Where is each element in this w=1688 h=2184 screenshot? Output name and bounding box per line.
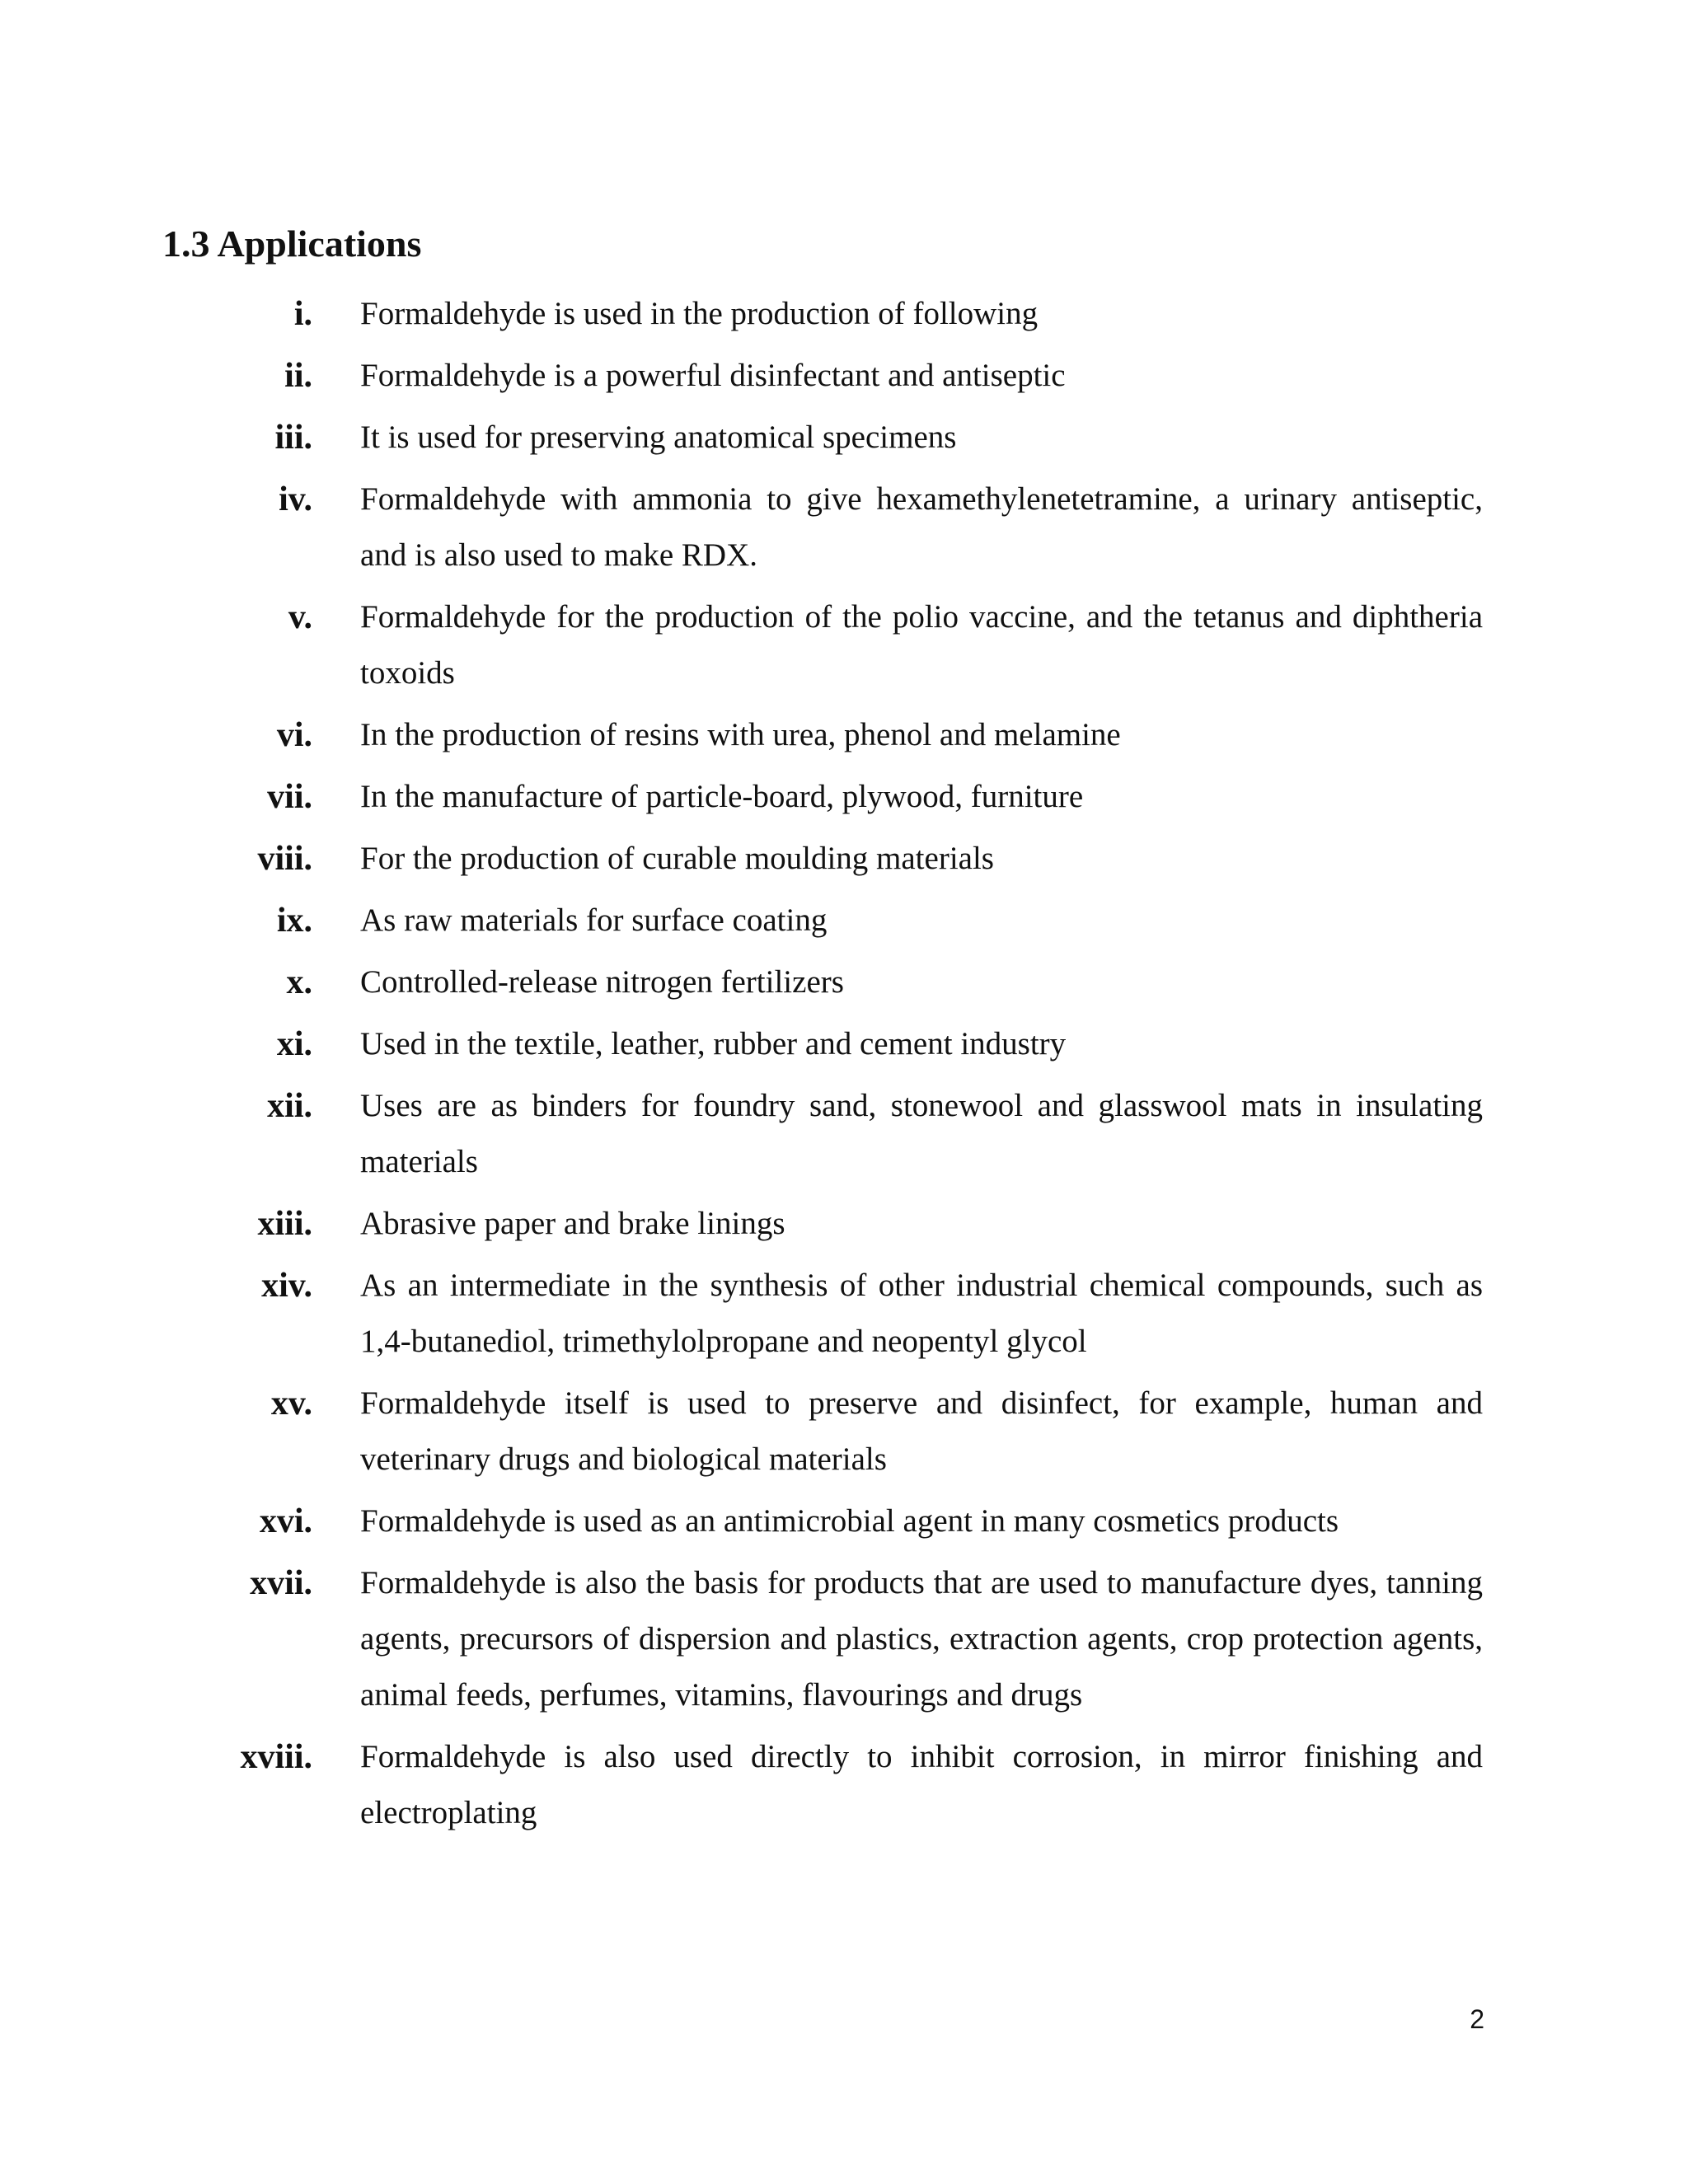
list-item (162, 1016, 1484, 1072)
list-item-text: Formaldehyde is also used directly to inhibit corrosion, in mirror finishing and electroplating (360, 1739, 1483, 1830)
list-item-text: Formaldehyde is used in the production of following (360, 296, 1039, 331)
list-item-text: In the production of resins with urea, phenol and melamine (360, 717, 1121, 752)
list-item-numeral: i. (293, 295, 312, 333)
list-item (162, 589, 1484, 701)
list-item (162, 1376, 1484, 1488)
list-item-text: Formaldehyde is also the basis for products that are used to manufacture dyes, tanning agents, precursors of dispersion and plastics, extraction agents, crop protection agents, animal feeds, perfumes, vitamins, flavourings and drugs (360, 1565, 1483, 1713)
applications-list (162, 286, 1484, 1847)
list-item-numeral: viii. (257, 840, 312, 878)
list-item (162, 893, 1484, 949)
list-item-numeral: v. (288, 598, 312, 636)
list-item-numeral: x. (286, 963, 312, 1001)
list-item-numeral: ii. (284, 357, 312, 395)
list-item (162, 1493, 1484, 1549)
list-item (162, 707, 1484, 763)
list-item-numeral: xvi. (259, 1502, 312, 1540)
list-item (162, 1729, 1484, 1841)
list-item-text: As raw materials for surface coating (360, 902, 828, 938)
list-item-text: Formaldehyde for the production of the polio vaccine, and the tetanus and diphtheria toxoids (360, 599, 1483, 691)
list-item (162, 769, 1484, 825)
list-item (162, 410, 1484, 466)
list-item-numeral: ix. (276, 902, 312, 940)
list-item-text: Formaldehyde is used as an antimicrobial agent in many cosmetics products (360, 1503, 1339, 1539)
list-item-numeral: xviii. (240, 1738, 312, 1776)
list-item (162, 831, 1484, 887)
list-item-text: In the manufacture of particle-board, plywood, furniture (360, 779, 1084, 814)
list-item-text: Used in the textile, leather, rubber and cement industry (360, 1026, 1067, 1062)
list-item-text: Controlled-release nitrogen fertilizers (360, 964, 844, 1000)
list-item (162, 1258, 1484, 1370)
list-item-text: For the production of curable moulding materials (360, 841, 994, 876)
list-item-text: It is used for preserving anatomical specimens (360, 419, 957, 455)
list-item-text: Formaldehyde with ammonia to give hexamethylenetetramine, a urinary antiseptic, and is also used to make RDX. (360, 481, 1483, 573)
list-item (162, 1196, 1484, 1252)
list-item-numeral: iv. (279, 480, 312, 518)
list-item-numeral: vi. (276, 716, 312, 754)
list-item-numeral: vii. (267, 778, 312, 816)
list-item-text: Abrasive paper and brake linings (360, 1206, 785, 1241)
list-item-numeral: xiv. (261, 1267, 312, 1305)
section-heading: 1.3 Applications (162, 223, 422, 265)
list-item-numeral: xiii. (257, 1205, 312, 1243)
list-item (162, 1555, 1484, 1723)
list-item (162, 471, 1484, 583)
page-number: 2 (1470, 2004, 1484, 2034)
list-item-numeral: xv. (270, 1385, 312, 1422)
list-item-text: As an intermediate in the synthesis of other industrial chemical compounds, such as 1,4-butanediol, trimethylolpropane and neopentyl glycol (360, 1268, 1483, 1359)
list-item-numeral: xi. (276, 1025, 312, 1063)
list-item (162, 286, 1484, 342)
list-item-text: Formaldehyde is a powerful disinfectant and antiseptic (360, 358, 1066, 393)
list-item-numeral: xii. (267, 1087, 312, 1125)
list-item-text: Uses are as binders for foundry sand, stonewool and glasswool mats in insulating materials (360, 1088, 1483, 1179)
list-item-text: Formaldehyde itself is used to preserve and disinfect, for example, human and veterinary drugs and biological materials (360, 1385, 1483, 1477)
list-item-numeral: iii. (274, 419, 312, 457)
list-item (162, 954, 1484, 1010)
list-item (162, 348, 1484, 404)
list-item (162, 1078, 1484, 1190)
list-item-numeral: xvii. (250, 1564, 312, 1602)
